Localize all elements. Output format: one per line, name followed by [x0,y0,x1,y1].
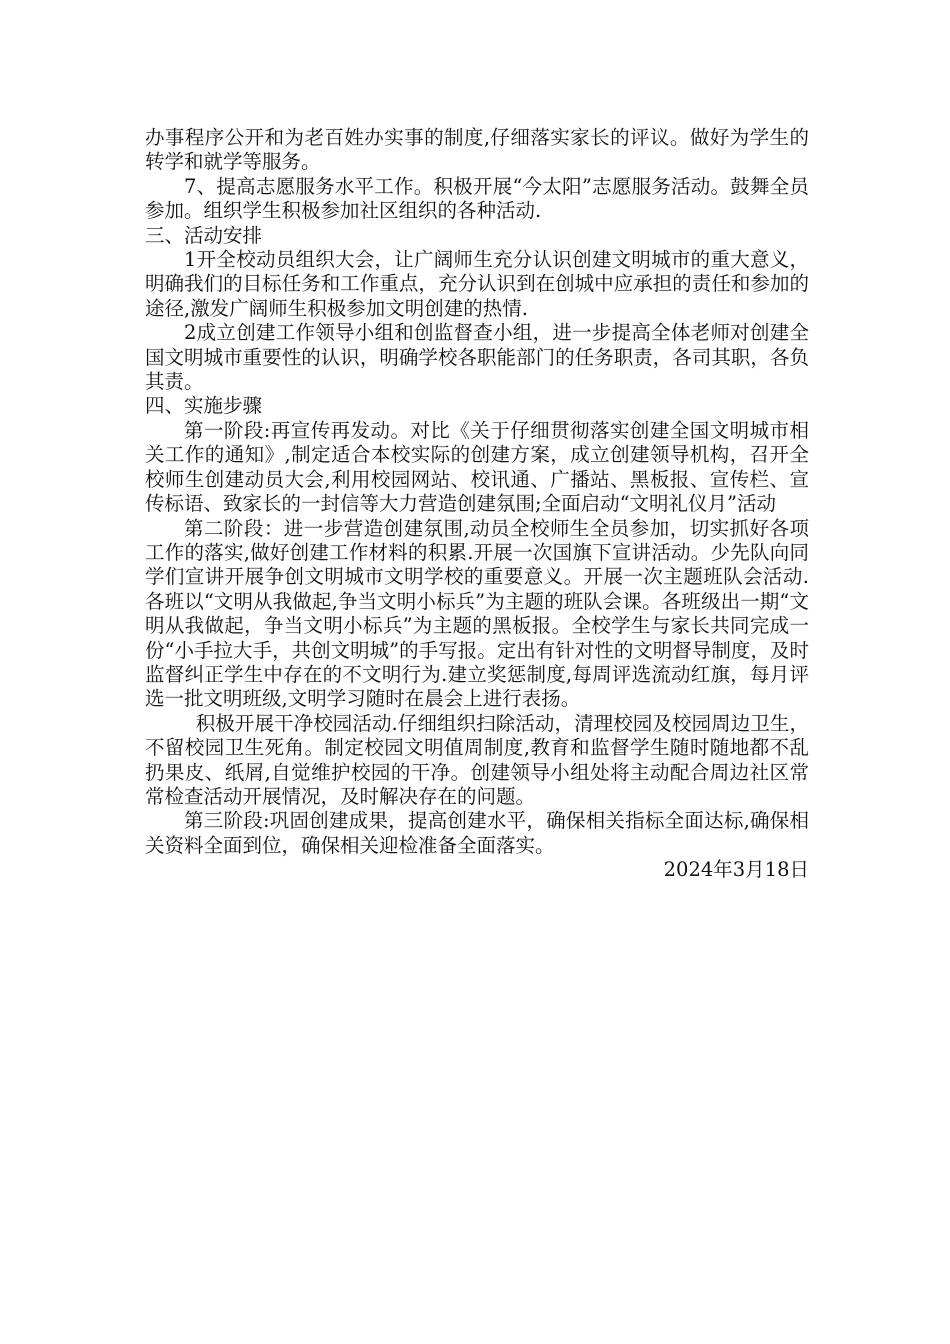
paragraph-leadership-group: 2成立创建工作领导小组和创监督查小组，进一步提高全体老师对创建全国文明城市重要性的认识，明确学校各职能部门的任务职责，各司其职，各负其责。 [145,321,809,394]
document-body [145,126,809,883]
paragraph-stage-two: 第二阶段：进一步营造创建氛围,动员全校师生全员参加，切实抓好各项工作的落实,做好创建工作材料的积累.开展一次国旗下宣讲活动。少先队向同学们宣讲开展争创文明城市文明学校的重要意义。开展一次主题班队会活动.各班以“文明从我做起,争当文明小标兵”为主题的班队会课。各班级出一期“文明从我做起，争当文明小标兵”为主题的黑板报。全校学生与家长共同完成一份“小手拉大手，共创文明城”的手写报。定出有针对性的文明督导制度，及时监督纠正学生中存在的不文明行为.建立奖惩制度,每周评选流动红旗，每月评选一批文明班级,文明学习随时在晨会上进行表扬。 [145,516,809,711]
paragraph-stage-three: 第三阶段:巩固创建成果，提高创建水平，确保相关指标全面达标,确保相关资料全面到位，确保相关迎检准备全面落实。 [145,809,809,857]
section-heading-implementation-steps: 四、实施步骤 [145,394,263,418]
paragraph-mobilization-meeting: 1开全校动员组织大会，让广阔师生充分认识创建文明城市的重大意义，明确我们的目标任务和工作重点，充分认识到在创城中应承担的责任和参加的途径,激发广阔师生积极参加文明创建的热情. [145,248,809,320]
section-heading-activity-arrangement: 三、活动安排 [145,223,263,247]
paragraph-clean-campus: 积极开展干净校园活动.仔细组织扫除活动，清理校园及校园周边卫生，不留校园卫生死角。制定校园文明值周制度,教育和监督学生随时随地都不乱扔果皮、纸屑,自觉维护校园的干净。创建领导小组处将主动配合周边社区常常检查活动开展情况，及时解决存在的问题。 [145,711,809,808]
paragraph-volunteer-service: 7、提高志愿服务水平工作。积极开展“今太阳”志愿服务活动。鼓舞全员参加。组织学生积极参加社区组织的各种活动. [145,174,809,223]
document-date: 2024年3月18日 [663,858,809,882]
paragraph-service-procedures: 办事程序公开和为老百姓办实事的制度,仔细落实家长的评议。做好为学生的转学和就学等服务。 [145,126,809,174]
paragraph-stage-one: 第一阶段:再宣传再发动。对比《关于仔细贯彻落实创建全国文明城市相关工作的通知》,制定适合本校实际的创建方案，成立创建领导机构，召开全校师生创建动员大会,利用校园网站、校讯通、广播站、黑板报、宣传栏、宣传标语、致家长的一封信等大力营造创建氛围;全面启动“文明礼仪月”活动 [145,418,809,516]
